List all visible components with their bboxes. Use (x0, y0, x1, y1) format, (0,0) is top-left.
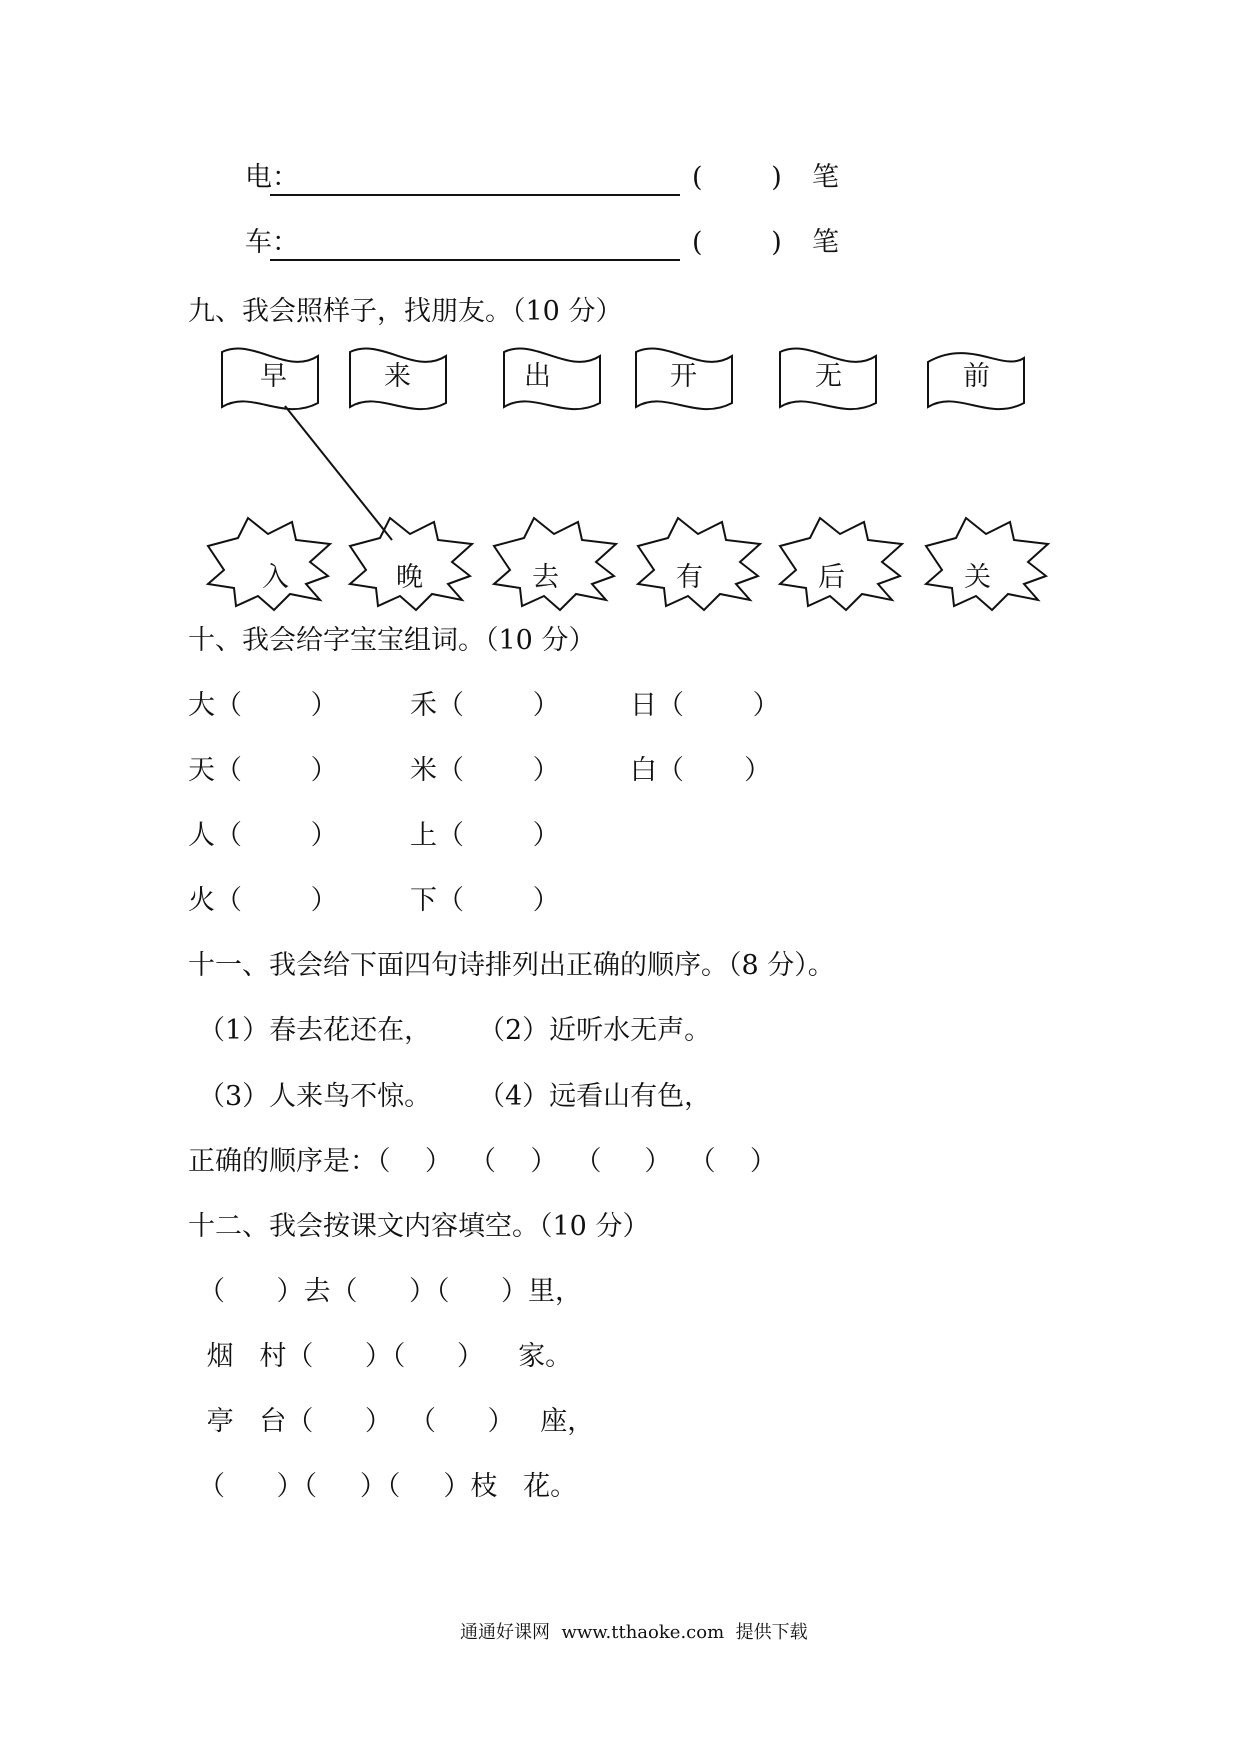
star-label-5[interactable]: 后 (818, 562, 845, 593)
example-connector-line (285, 406, 392, 540)
q10-item: 大（ ） (188, 690, 338, 721)
q12-title: 十二、我会按课文内容填空。（10 分） (188, 1211, 650, 1242)
stroke-suffix-1: 笔 (812, 162, 839, 193)
stroke-char-1: 电： (245, 162, 299, 193)
stroke-paren-1: ( ) (692, 162, 782, 193)
flag-label-3[interactable]: 出 (524, 361, 551, 392)
star-label-2[interactable]: 晚 (396, 562, 423, 593)
q10-title: 十、我会给字宝宝组词。（10 分） (188, 625, 596, 656)
flag-label-2[interactable]: 来 (384, 361, 411, 392)
star-label-6[interactable]: 关 (964, 562, 991, 593)
q10-item: 米（ ） (410, 755, 560, 786)
poem-line-1: （1）春去花还在， (198, 1015, 432, 1046)
order-answer-line: 正确的顺序是：（ ） （ ） （ ） （ ） (188, 1146, 777, 1177)
flag-label-6[interactable]: 前 (963, 361, 990, 392)
q10-item: 日（ ） (630, 690, 780, 721)
q10-item: 上（ ） (410, 820, 560, 851)
star-label-4[interactable]: 有 (676, 562, 703, 593)
q9-title: 九、我会照样子，找朋友。（10 分） (188, 296, 623, 327)
flag-label-4[interactable]: 开 (670, 361, 697, 392)
fill-line-3: 亭 台（ ） （ ） 座， (198, 1406, 595, 1437)
star-label-1[interactable]: 入 (262, 562, 289, 593)
poem-line-2: （2）近听水无声。 (478, 1015, 712, 1046)
q10-item: 火（ ） (188, 885, 338, 916)
q10-item: 人（ ） (188, 820, 338, 851)
stroke-suffix-2: 笔 (812, 227, 839, 258)
q11-title: 十一、我会给下面四句诗排列出正确的顺序。（8 分）。 (188, 950, 835, 981)
poem-line-3: （3）人来鸟不惊。 (198, 1081, 432, 1112)
fill-line-4: （ ）（ ）（ ）枝 花。 (198, 1471, 578, 1502)
flag-shape (504, 348, 600, 409)
stroke-paren-2: ( ) (692, 227, 782, 258)
q10-item: 天（ ） (188, 755, 338, 786)
flag-label-5[interactable]: 无 (815, 361, 842, 392)
q10-item: 白（ ） (630, 755, 772, 786)
footer-text: 通通好课网 www.tthaoke.com 提供下载 (460, 1622, 808, 1643)
poem-line-4: （4）远看山有色， (478, 1081, 712, 1112)
q10-item: 下（ ） (410, 885, 560, 916)
flag-label-1[interactable]: 早 (260, 361, 287, 392)
star-label-3[interactable]: 去 (532, 562, 559, 593)
fill-line-1: （ ）去（ ）（ ）里， (198, 1276, 582, 1307)
stroke-char-2: 车： (245, 227, 299, 258)
fill-line-2: 烟 村（ ）（ ） 家。 (198, 1341, 573, 1372)
q9-shapes (0, 0, 1240, 620)
q10-item: 禾（ ） (410, 690, 560, 721)
